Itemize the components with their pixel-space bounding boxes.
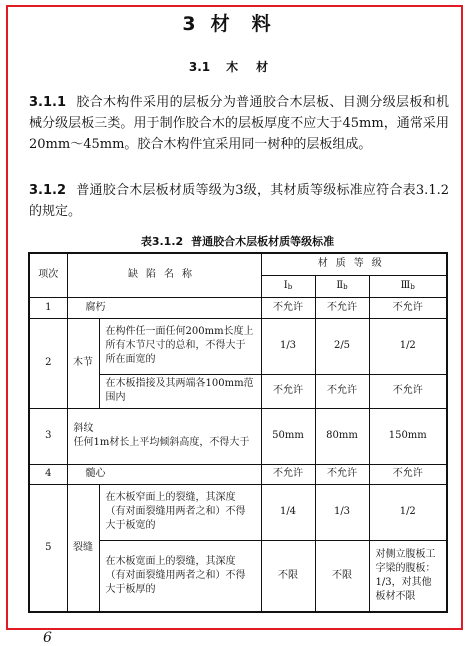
- cell-value: 1/2: [369, 484, 447, 540]
- cell-value: 不允许: [369, 374, 447, 408]
- clause-text: 普通胶合木层板材质等级为3级，其材质等级标准应符合表3.1.2的规定。: [29, 183, 449, 219]
- header-grade: 材质等级: [261, 253, 447, 275]
- grade-1b: Ⅰb: [261, 275, 315, 297]
- cell-no: 3: [29, 408, 67, 464]
- cell-value: 150mm: [369, 408, 447, 464]
- cell-subdefect: 在木板宽面上的裂缝，其深度（有对面裂缝用两者之和）不得大于板厚的: [99, 540, 261, 612]
- cell-value: 1/3: [315, 484, 369, 540]
- chapter-heading: [0, 9, 475, 36]
- table-row: [29, 408, 447, 464]
- cell-value: 不允许: [315, 464, 369, 484]
- cell-value: 1/2: [369, 318, 447, 374]
- cell-value: 不限: [315, 540, 369, 612]
- chapter-number: 3: [182, 13, 197, 35]
- clause-text: 胶合木构件采用的层板分为普通胶合木层板、目测分级层板和机械分级层板三类。用于制作胶合木的层板厚度不应大于45mm，通常采用20mm～45mm。胶合木构件宜采用同一树种的层板组成。: [29, 95, 449, 152]
- cell-value: 不允许: [315, 374, 369, 408]
- cell-value: 80mm: [315, 408, 369, 464]
- cell-defect: 木节: [67, 318, 99, 408]
- cell-defect: 裂缝: [67, 484, 99, 612]
- clause-3-1-1: [29, 92, 449, 155]
- section-number: 3.1: [188, 60, 211, 74]
- table-row: [29, 464, 447, 484]
- chapter-title: 材料: [210, 13, 293, 35]
- cell-defect: 斜纹 任何1m材长上平均倾斜高度，不得大于: [67, 408, 261, 464]
- cell-value: 1/3: [261, 318, 315, 374]
- cell-no: 5: [29, 484, 67, 612]
- header-defect-name: 缺陷名称: [67, 253, 261, 297]
- clause-number: 3.1.2: [29, 183, 67, 198]
- cell-defect: 髓心: [67, 464, 261, 484]
- table-row: [29, 297, 447, 318]
- page-number: 6: [43, 630, 52, 646]
- cell-no: 2: [29, 318, 67, 408]
- cell-subdefect: 在构件任一面任何200mm长度上所有木节尺寸的总和，不得大于所在面宽的: [99, 318, 261, 374]
- cell-value: 50mm: [261, 408, 315, 464]
- cell-value: 2/5: [315, 318, 369, 374]
- cell-value: 不允许: [261, 297, 315, 318]
- cell-subdefect: 在木板指接及其两端各100mm范围内: [99, 374, 261, 408]
- grade-2b: Ⅱb: [315, 275, 369, 297]
- table-caption-number: 表3.1.2: [140, 235, 184, 248]
- cell-no: 1: [29, 297, 67, 318]
- section-title: 木材: [226, 60, 287, 74]
- section-heading: [0, 58, 475, 75]
- cell-defect: 腐朽: [67, 297, 261, 318]
- grade-table: [28, 252, 448, 613]
- clause-3-1-2: [29, 180, 449, 222]
- cell-subdefect: 在木板窄面上的裂缝，其深度（有对面裂缝用两者之和）不得大于板宽的: [99, 484, 261, 540]
- header-item-no: 项次: [29, 253, 67, 297]
- cell-value: 对侧立腹板工字梁的腹板：1/3，对其他板材不限: [369, 540, 447, 612]
- cell-value: 不允许: [369, 464, 447, 484]
- cell-value: 不允许: [369, 297, 447, 318]
- cell-no: 4: [29, 464, 67, 484]
- table-caption: [0, 233, 475, 249]
- cell-value: 不限: [261, 540, 315, 612]
- grade-3b: Ⅲb: [369, 275, 447, 297]
- table-row: [29, 484, 447, 540]
- cell-value: 1/4: [261, 484, 315, 540]
- table-caption-title: 普通胶合木层板材质等级标准: [191, 235, 335, 248]
- clause-number: 3.1.1: [29, 95, 67, 110]
- cell-value: 不允许: [315, 297, 369, 318]
- cell-value: 不允许: [261, 374, 315, 408]
- table-header-row: [29, 253, 447, 275]
- cell-value: 不允许: [261, 464, 315, 484]
- table-row: [29, 318, 447, 374]
